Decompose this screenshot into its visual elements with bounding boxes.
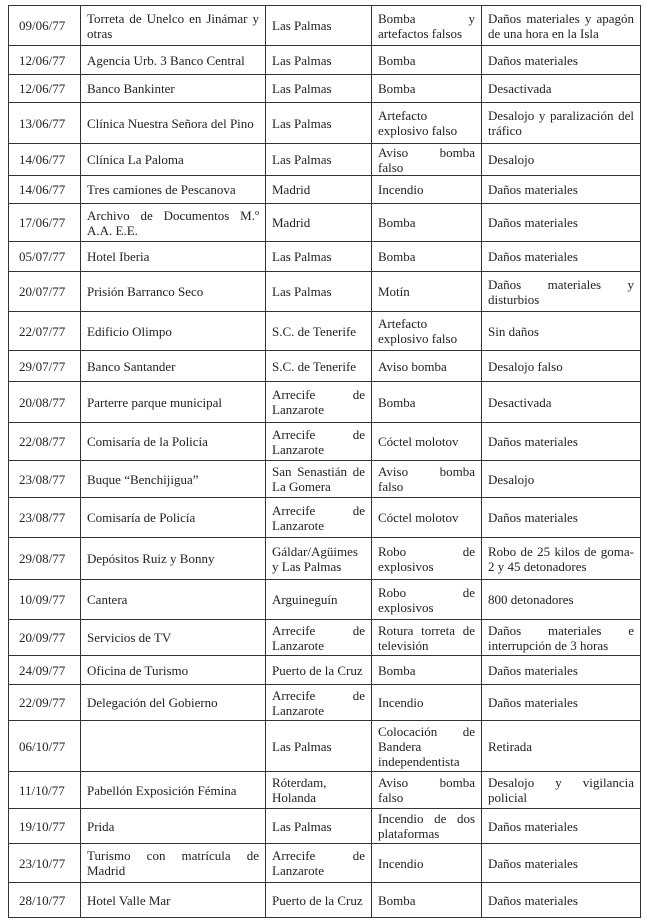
table-row: [9, 809, 641, 844]
cell-action: Robo de explosivos: [372, 538, 482, 580]
cell-target: Pabellón Exposición Fémina: [81, 772, 266, 809]
cell-date: 10/09/77: [9, 580, 81, 620]
cell-result: Desalojo: [482, 461, 641, 498]
cell-location: S.C. de Tenerife: [266, 312, 372, 351]
cell-result: Daños materiales: [482, 423, 641, 461]
cell-target: Torreta de Unelco en Jinámar y otras: [81, 6, 266, 46]
cell-target: Buque “Benchijigua”: [81, 461, 266, 498]
table-row: [9, 75, 641, 103]
cell-location: Gáldar/Agüimes y Las Palmas: [266, 538, 372, 580]
cell-result: Daños materiales e interrupción de 3 horas: [482, 620, 641, 656]
table-row: [9, 423, 641, 461]
cell-result: 800 detonadores: [482, 580, 641, 620]
table-row: [9, 844, 641, 883]
incidents-table: [8, 5, 641, 918]
cell-location: Las Palmas: [266, 272, 372, 312]
cell-date: 20/08/77: [9, 382, 81, 423]
cell-target: Clínica La Paloma: [81, 144, 266, 176]
cell-target: Depósitos Ruiz y Bonny: [81, 538, 266, 580]
table-row: [9, 538, 641, 580]
cell-location: Arrecife de Lanzarote: [266, 382, 372, 423]
cell-target: Edificio Olimpo: [81, 312, 266, 351]
cell-action: Artefacto explosivo falso: [372, 312, 482, 351]
table-row: [9, 461, 641, 498]
cell-result: Daños materiales: [482, 685, 641, 721]
cell-result: Daños materiales: [482, 204, 641, 242]
table-row: [9, 312, 641, 351]
cell-location: Arrecife de Lanzarote: [266, 685, 372, 721]
cell-target: Turismo con matrícula de Madrid: [81, 844, 266, 883]
cell-location: Madrid: [266, 204, 372, 242]
cell-target: Comisaría de Policía: [81, 498, 266, 538]
cell-target: Hotel Iberia: [81, 242, 266, 272]
cell-action: Bomba: [372, 242, 482, 272]
cell-result: Daños materiales y apagón de una hora en la Isla: [482, 6, 641, 46]
cell-result: Daños materiales: [482, 844, 641, 883]
cell-result: Daños materiales y disturbios: [482, 272, 641, 312]
cell-action: Bomba: [372, 656, 482, 685]
cell-target: Delegación del Gobierno: [81, 685, 266, 721]
cell-action: Cóctel molotov: [372, 423, 482, 461]
cell-location: Róterdam, Holanda: [266, 772, 372, 809]
cell-date: 22/08/77: [9, 423, 81, 461]
cell-date: 22/09/77: [9, 685, 81, 721]
cell-target: Comisaría de la Policía: [81, 423, 266, 461]
table-row: [9, 656, 641, 685]
cell-target: [81, 721, 266, 772]
table-row: [9, 46, 641, 75]
cell-action: Rotura torreta de televisión: [372, 620, 482, 656]
cell-date: 17/06/77: [9, 204, 81, 242]
cell-action: Aviso bomba falso: [372, 461, 482, 498]
cell-location: Las Palmas: [266, 75, 372, 103]
table-row: [9, 772, 641, 809]
cell-location: Las Palmas: [266, 721, 372, 772]
table-row: [9, 144, 641, 176]
cell-result: Daños materiales: [482, 498, 641, 538]
cell-action: Aviso bomba: [372, 351, 482, 382]
cell-location: Puerto de la Cruz: [266, 656, 372, 685]
cell-target: Cantera: [81, 580, 266, 620]
cell-action: Incendio: [372, 844, 482, 883]
cell-location: Arrecife de Lanzarote: [266, 498, 372, 538]
cell-date: 12/06/77: [9, 75, 81, 103]
cell-location: Las Palmas: [266, 6, 372, 46]
cell-result: Daños materiales: [482, 656, 641, 685]
cell-location: Arguineguín: [266, 580, 372, 620]
cell-target: Oficina de Turismo: [81, 656, 266, 685]
cell-result: Desalojo: [482, 144, 641, 176]
cell-action: Bomba: [372, 883, 482, 918]
cell-date: 29/07/77: [9, 351, 81, 382]
cell-action: Motín: [372, 272, 482, 312]
table-row: [9, 351, 641, 382]
cell-action: Bomba: [372, 382, 482, 423]
cell-date: 22/07/77: [9, 312, 81, 351]
cell-result: Desactivada: [482, 75, 641, 103]
cell-date: 06/10/77: [9, 721, 81, 772]
incidents-table-body: [9, 6, 641, 918]
cell-target: Servicios de TV: [81, 620, 266, 656]
cell-action: Incendio de dos plataformas: [372, 809, 482, 844]
cell-location: Madrid: [266, 176, 372, 204]
table-row: [9, 685, 641, 721]
cell-result: Daños materiales: [482, 176, 641, 204]
table-row: [9, 620, 641, 656]
cell-location: Arrecife de Lanzarote: [266, 620, 372, 656]
cell-action: Bomba y artefactos falsos: [372, 6, 482, 46]
table-row: [9, 103, 641, 144]
cell-date: 05/07/77: [9, 242, 81, 272]
cell-location: Las Palmas: [266, 809, 372, 844]
cell-location: Arrecife de Lanzarote: [266, 844, 372, 883]
cell-target: Banco Bankinter: [81, 75, 266, 103]
cell-date: 13/06/77: [9, 103, 81, 144]
table-row: [9, 498, 641, 538]
cell-date: 09/06/77: [9, 6, 81, 46]
cell-location: San Senastián de La Gomera: [266, 461, 372, 498]
cell-action: Artefacto explosivo falso: [372, 103, 482, 144]
cell-result: Desalojo y vigilancia policial: [482, 772, 641, 809]
cell-result: Retirada: [482, 721, 641, 772]
cell-result: Daños materiales: [482, 242, 641, 272]
cell-result: Robo de 25 kilos de goma-2 y 45 detonadores: [482, 538, 641, 580]
cell-date: 11/10/77: [9, 772, 81, 809]
cell-action: Incendio: [372, 685, 482, 721]
cell-action: Incendio: [372, 176, 482, 204]
table-row: [9, 272, 641, 312]
cell-target: Prida: [81, 809, 266, 844]
cell-action: Bomba: [372, 46, 482, 75]
cell-result: Daños materiales: [482, 809, 641, 844]
cell-date: 14/06/77: [9, 176, 81, 204]
cell-target: Prisión Barranco Seco: [81, 272, 266, 312]
cell-action: Bomba: [372, 75, 482, 103]
cell-location: Las Palmas: [266, 242, 372, 272]
cell-result: Desalojo y paralización del tráfico: [482, 103, 641, 144]
cell-result: Daños materiales: [482, 46, 641, 75]
cell-date: 23/08/77: [9, 461, 81, 498]
cell-target: Banco Santander: [81, 351, 266, 382]
cell-result: Sin daños: [482, 312, 641, 351]
cell-date: 20/09/77: [9, 620, 81, 656]
cell-target: Parterre parque municipal: [81, 382, 266, 423]
cell-target: Archivo de Documentos M.º A.A. E.E.: [81, 204, 266, 242]
table-row: [9, 580, 641, 620]
cell-date: 29/08/77: [9, 538, 81, 580]
table-row: [9, 6, 641, 46]
cell-date: 23/08/77: [9, 498, 81, 538]
cell-date: 12/06/77: [9, 46, 81, 75]
cell-target: Clínica Nuestra Señora del Pino: [81, 103, 266, 144]
cell-date: 19/10/77: [9, 809, 81, 844]
cell-location: Las Palmas: [266, 144, 372, 176]
cell-date: 28/10/77: [9, 883, 81, 918]
table-row: [9, 204, 641, 242]
cell-date: 20/07/77: [9, 272, 81, 312]
cell-location: Puerto de la Cruz: [266, 883, 372, 918]
cell-date: 14/06/77: [9, 144, 81, 176]
cell-target: Agencia Urb. 3 Banco Central: [81, 46, 266, 75]
cell-action: Aviso bomba falso: [372, 144, 482, 176]
cell-result: Desalojo falso: [482, 351, 641, 382]
table-row: [9, 242, 641, 272]
cell-target: Hotel Valle Mar: [81, 883, 266, 918]
cell-location: Arrecife de Lanzarote: [266, 423, 372, 461]
cell-action: Cóctel molotov: [372, 498, 482, 538]
cell-action: Colocación de Bandera independentista: [372, 721, 482, 772]
table-row: [9, 883, 641, 918]
cell-action: Aviso bomba falso: [372, 772, 482, 809]
cell-location: Las Palmas: [266, 103, 372, 144]
table-row: [9, 721, 641, 772]
cell-date: 24/09/77: [9, 656, 81, 685]
cell-result: Daños materiales: [482, 883, 641, 918]
table-row: [9, 176, 641, 204]
cell-location: Las Palmas: [266, 46, 372, 75]
cell-location: S.C. de Tenerife: [266, 351, 372, 382]
cell-date: 23/10/77: [9, 844, 81, 883]
table-row: [9, 382, 641, 423]
cell-target: Tres camiones de Pescanova: [81, 176, 266, 204]
cell-action: Bomba: [372, 204, 482, 242]
cell-action: Robo de explosivos: [372, 580, 482, 620]
cell-result: Desactivada: [482, 382, 641, 423]
